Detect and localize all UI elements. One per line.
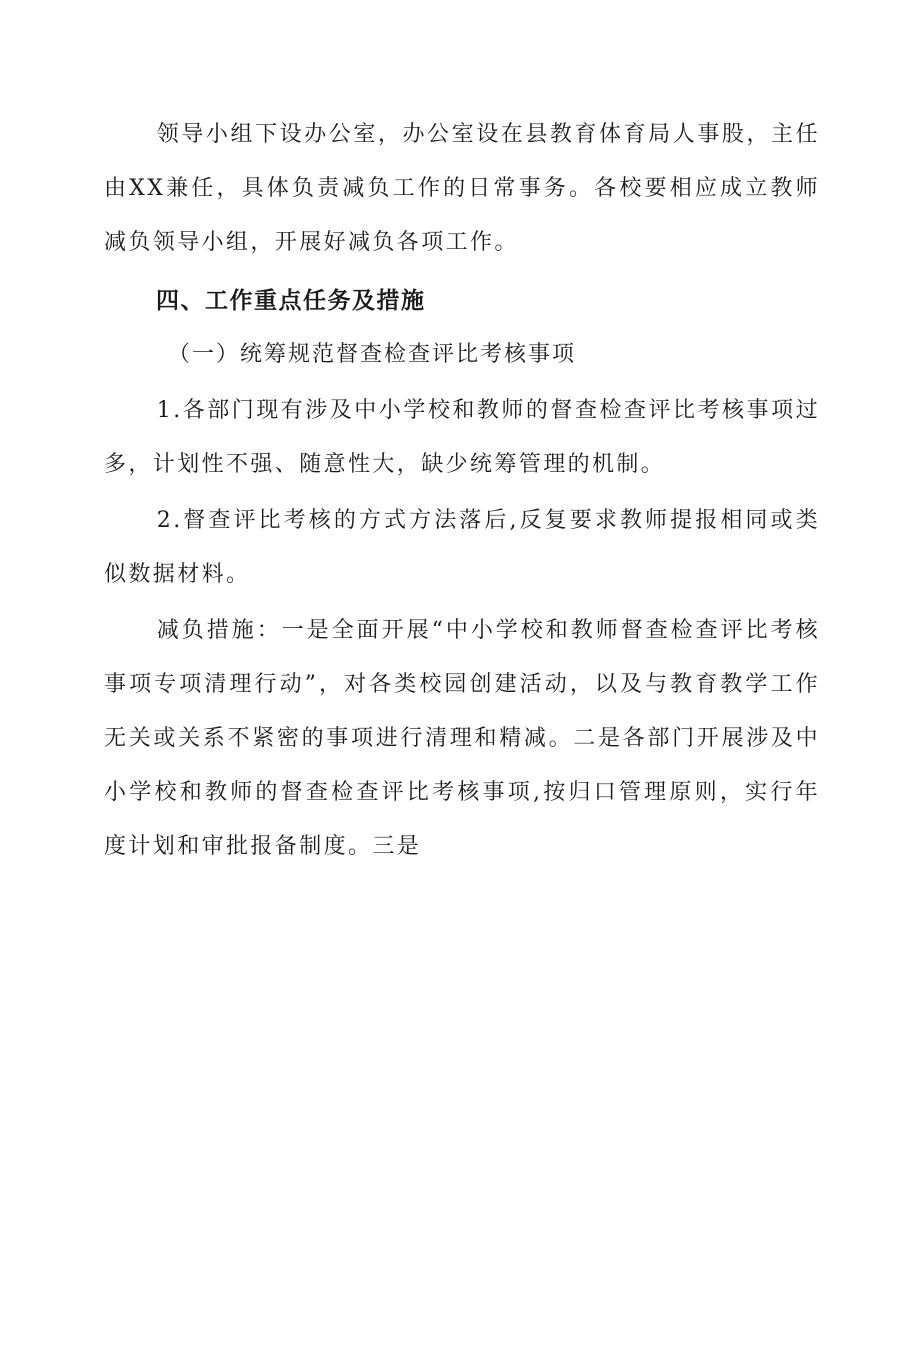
list-item-2: 2.督查评比考核的方式方法落后,反复要求教师提报相同或类似数据材料。: [104, 508, 820, 587]
paragraph-measures: 减负措施：一是全面开展“中小学校和教师督查检查评比考核事项专项清理行动”，对各类校园创建活动，以及与教育教学工作无关或关系不紧密的事项进行清理和精减。二是各部门开展涉及中小学校和教师的督查检查评比考核事项,按归口管理原则，实行年度计划和审批报备制度。三是: [104, 618, 820, 859]
document-body: [104, 108, 820, 874]
paragraph-office: 领导小组下设办公室，办公室设在县教育体育局人事股，主任由XX兼任，具体负责减负工作的日常事务。各校要相应成立教师减负领导小组，开展好减负各项工作。: [104, 122, 820, 255]
subsection-heading: （一）统筹规范督查检查评比考核事项: [168, 342, 577, 367]
list-item-1: 1.各部门现有涉及中小学校和教师的督查检查评比考核事项过多，计划性不强、随意性大，缺少统筹管理的机制。: [104, 398, 820, 477]
section-heading: 四、工作重点任务及措施: [156, 288, 426, 314]
